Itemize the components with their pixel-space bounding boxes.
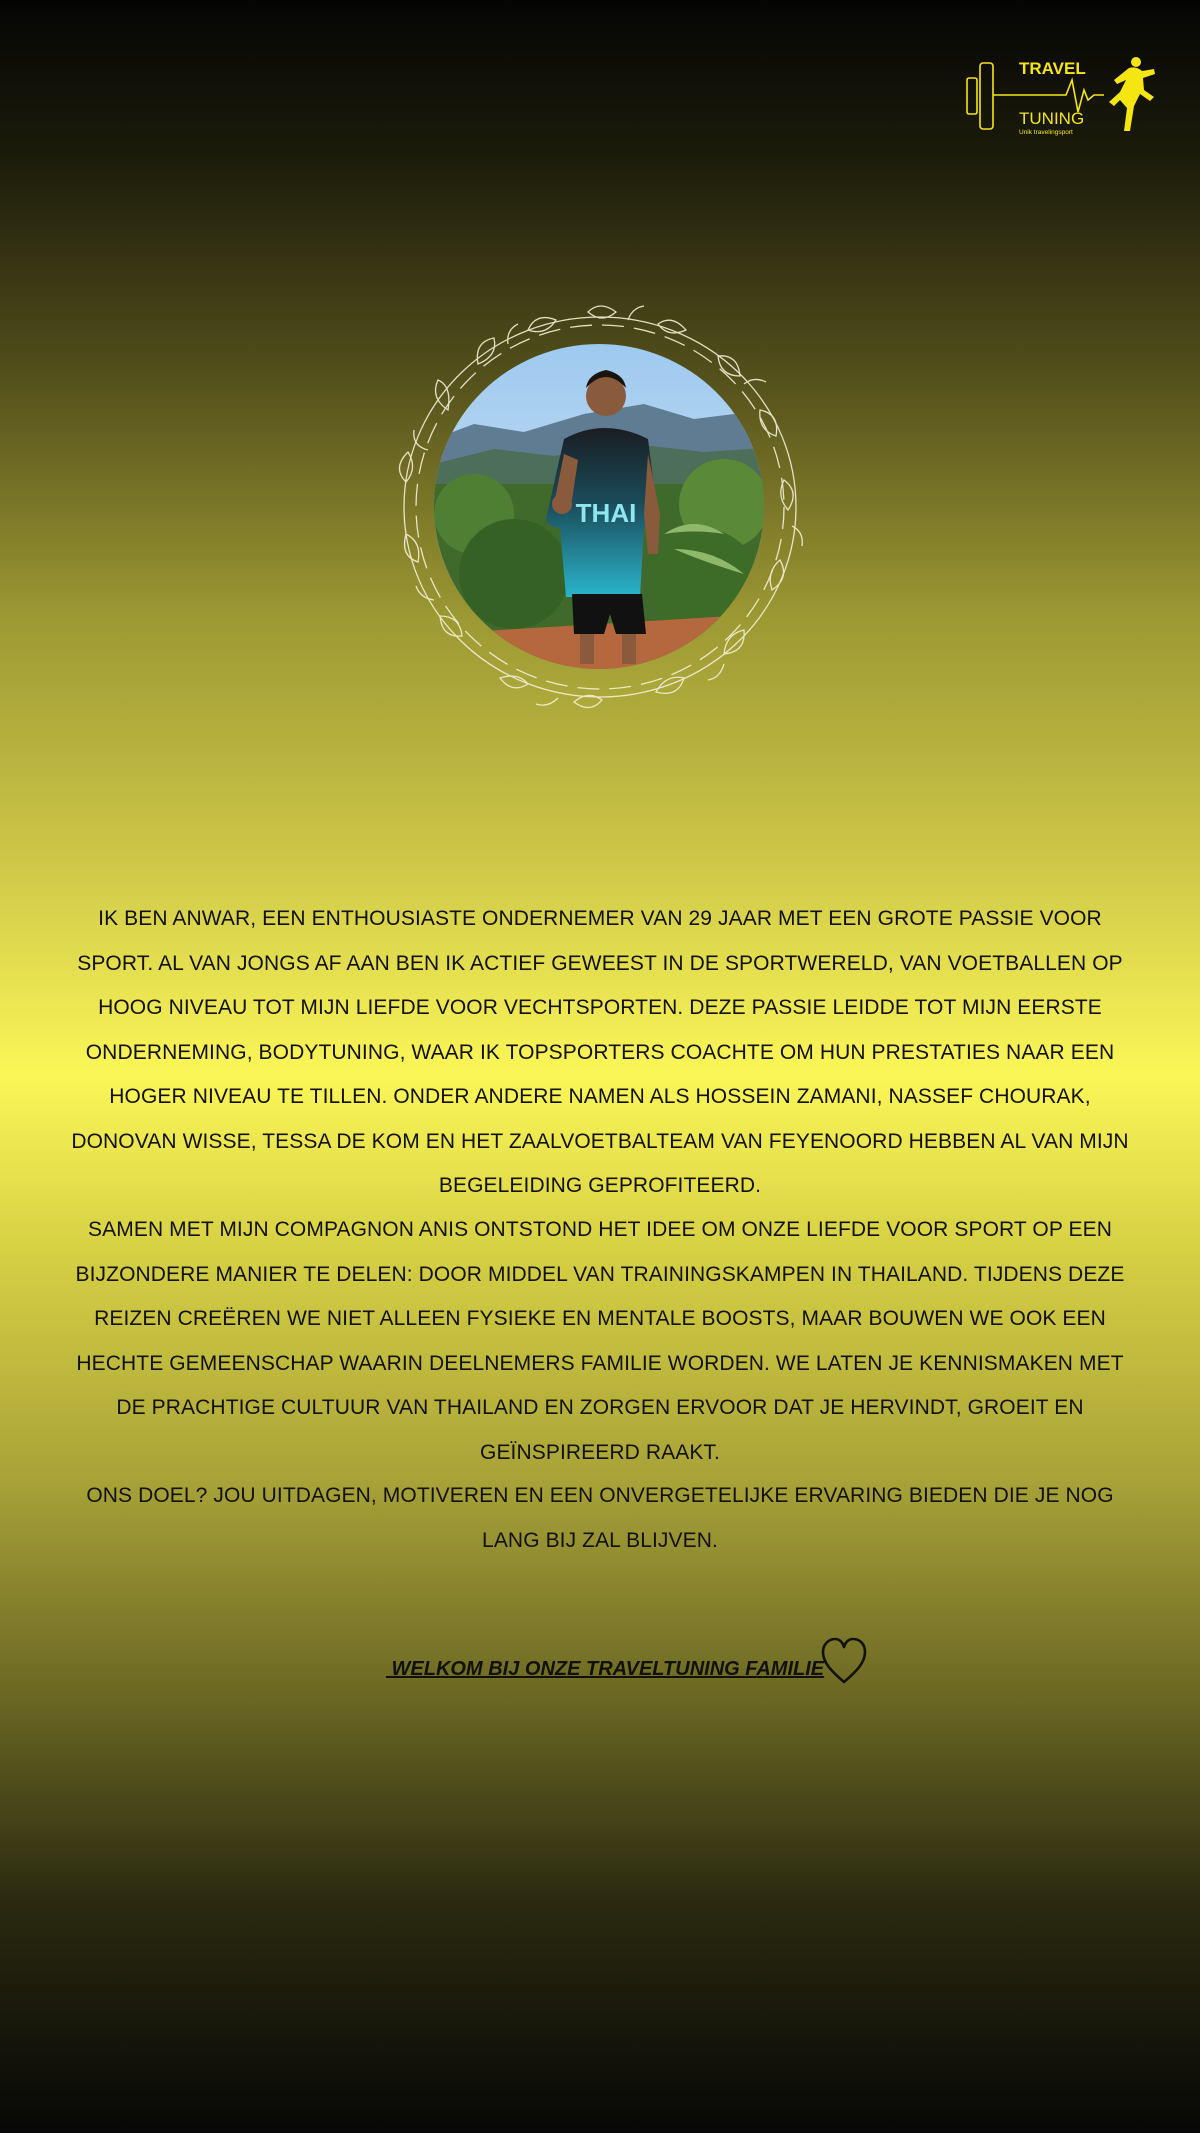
- heart-icon: [820, 1636, 868, 1686]
- logo-line1: TRAVEL: [1019, 59, 1086, 78]
- about-paragraph-3: ONS DOEL? JOU UITDAGEN, MOTIVEREN EN EEN ONVERGETELIJKE ERVARING BIEDEN DIE JE NOG LANG BIJ ZAL BLIJVEN.: [86, 1484, 1114, 1552]
- welcome-family-link[interactable]: WELKOM BIJ ONZE TRAVELTUNING FAMILIE: [386, 1658, 825, 1680]
- founder-photo: [434, 344, 764, 669]
- logo-graphic: [964, 56, 1160, 138]
- shirt-text: THAI: [575, 498, 637, 528]
- portrait-section: [388, 300, 812, 714]
- about-paragraph-1: IK BEN ANWAR, EEN ENTHOUSIASTE ONDERNEMER VAN 29 JAAR MET EEN GROTE PASSIE VOOR SPORT. AL VAN JONGS AF AAN BEN IK ACTIEF GEWEEST IN DE SPORTWERELD, VAN VOETBALLEN OP HOOG NIVEAU TOT MIJN LIEFDE VOOR VECHTSPORTEN. DEZE PASSIE LEIDDE TOT MIJN EERSTE ONDERNEMING, BODYTUNING, WAAR IK TOPSPORTERS COACHTE OM HUN PRESTATIES NAAR EEN HOGER NIVEAU TE TILLEN. ONDER ANDERE NAMEN ALS HOSSEIN ZAMANI, NASSEF CHOURAK, DONOVAN WISSE, TESSA DE KOM EN HET ZAALVOETBALTEAM VAN FEYENOORD HEBBEN AL VAN MIJN BEGELEIDING GEPROFITEERD.: [71, 907, 1129, 1197]
- logo-tagline: Unik travelingsport: [1019, 129, 1073, 136]
- travel-tuning-logo[interactable]: [964, 56, 1160, 138]
- fighter-icon: [1109, 57, 1155, 131]
- about-paragraph-2: SAMEN MET MIJN COMPAGNON ANIS ONTSTOND HET IDEE OM ONZE LIEFDE VOOR SPORT OP EEN BIJZONDERE MANIER TE DELEN: DOOR MIDDEL VAN TRAININGSKAMPEN IN THAILAND. TIJDENS DEZE REIZEN CREËREN WE NIET ALLEEN FYSIEKE EN MENTALE BOOSTS, MAAR BOUWEN WE OOK EEN HECHTE GEMEENSCHAP WAARIN DEELNEMERS FAMILIE WORDEN. WE LATEN JE KENNISMAKEN MET DE PRACHTIGE CULTUUR VAN THAILAND EN ZORGEN ERVOOR DAT JE HERVINDT, GROEIT EN GEÏNSPIREERD RAAKT.: [75, 1218, 1125, 1464]
- logo-line2: TUNING: [1019, 109, 1085, 128]
